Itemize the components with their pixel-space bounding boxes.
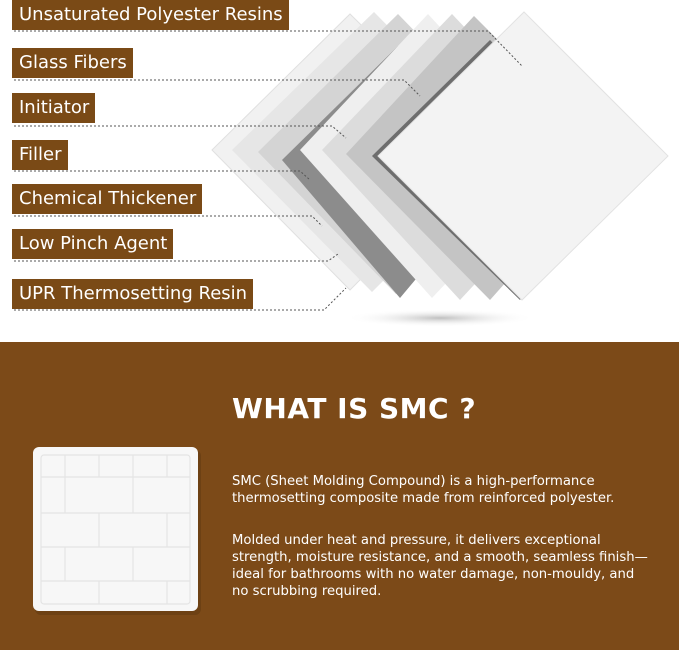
layer-label-chemical-thickener: Chemical Thickener: [12, 184, 202, 214]
smc-benefits-text: Molded under heat and pressure, it delivers exceptional strength, moisture resistance, and a smooth, seamless finish—ideal for bathrooms with no water damage, non-mouldy, and no scrubbing required.: [232, 533, 648, 599]
layer-label-initiator: Initiator: [12, 93, 95, 123]
layer-label-low-pinch-agent: Low Pinch Agent: [12, 229, 173, 259]
layer-label-upr-thermosetting-resin: UPR Thermosetting Resin: [12, 279, 253, 309]
smc-heading: WHAT IS SMC ?: [232, 392, 477, 425]
leader-line-4: [14, 171, 310, 180]
sample-panel: [33, 447, 198, 611]
layer-label-unsaturated-polyester-resins: Unsaturated Polyester Resins: [12, 0, 289, 30]
layer-label-glass-fibers: Glass Fibers: [12, 48, 133, 78]
smc-panel-sample-image: [33, 447, 201, 615]
layer-label-filler: Filler: [12, 140, 68, 170]
leader-line-3: [14, 126, 346, 138]
smc-definition-text: SMC (Sheet Molding Compound) is a high-performance thermosetting composite made from reinforced polyester.: [232, 474, 615, 506]
leader-line-5: [14, 216, 322, 226]
